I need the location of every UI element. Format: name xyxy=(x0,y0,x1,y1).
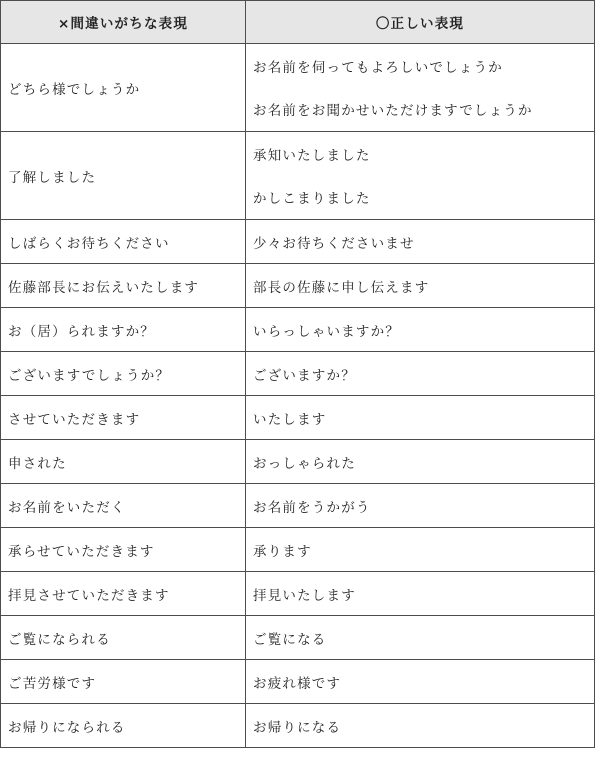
correct-expression: お名前を伺ってもよろしいでしょうか xyxy=(253,60,503,76)
correct-expression-cell: 少々お待ちくださいませ xyxy=(246,220,595,264)
correct-expression-cell xyxy=(246,132,595,220)
table-row xyxy=(1,616,595,660)
table-row xyxy=(1,396,595,440)
table-row xyxy=(1,220,595,264)
table-row xyxy=(1,44,595,132)
table-row xyxy=(1,440,595,484)
correct-expression: かしこまりました xyxy=(253,191,371,207)
wrong-expression-cell: お帰りになられる xyxy=(1,704,246,748)
wrong-expression-cell: 了解しました xyxy=(1,132,246,220)
table-row xyxy=(1,528,595,572)
correct-expression-cell: お名前をうかがう xyxy=(246,484,595,528)
wrong-expression-cell: どちら様でしょうか xyxy=(1,44,246,132)
wrong-expression-cell: 承らせていただきます xyxy=(1,528,246,572)
correct-expression-cell: 承ります xyxy=(246,528,595,572)
wrong-expression-cell: 拝見させていただきます xyxy=(1,572,246,616)
wrong-expression-cell: ございますでしょうか？ xyxy=(1,352,246,396)
wrong-expression-cell: ご苦労様です xyxy=(1,660,246,704)
correct-expression-cell: ございますか？ xyxy=(246,352,595,396)
wrong-expression-cell: させていただきます xyxy=(1,396,246,440)
table-row xyxy=(1,572,595,616)
table-row xyxy=(1,484,595,528)
wrong-expression-cell: お名前をいただく xyxy=(1,484,246,528)
table-row xyxy=(1,352,595,396)
header-row xyxy=(1,1,595,44)
correct-expression: お名前をお聞かせいただけますでしょうか xyxy=(253,103,533,119)
correct-expression-cell: ご覧になる xyxy=(246,616,595,660)
table-row xyxy=(1,132,595,220)
correct-expression-cell: おっしゃられた xyxy=(246,440,595,484)
correct-expression-cell: 拝見いたします xyxy=(246,572,595,616)
table-row xyxy=(1,264,595,308)
correct-expression-cell: いらっしゃいますか？ xyxy=(246,308,595,352)
header-wrong-expression: ×間違いがちな表現 xyxy=(1,1,246,44)
correct-expression-cell: いたします xyxy=(246,396,595,440)
table-row xyxy=(1,704,595,748)
header-correct-expression: 〇正しい表現 xyxy=(246,1,595,44)
wrong-expression-cell: ご覧になられる xyxy=(1,616,246,660)
table-row xyxy=(1,308,595,352)
wrong-expression-cell: 佐藤部長にお伝えいたします xyxy=(1,264,246,308)
correct-expression-cell: お疲れ様です xyxy=(246,660,595,704)
correct-expression-cell: 部長の佐藤に申し伝えます xyxy=(246,264,595,308)
wrong-expression-cell: 申された xyxy=(1,440,246,484)
wrong-expression-cell: お（居）られますか？ xyxy=(1,308,246,352)
wrong-expression-cell: しばらくお待ちください xyxy=(1,220,246,264)
correct-expression: 承知いたしました xyxy=(253,148,371,164)
table-row xyxy=(1,660,595,704)
correct-expression-cell xyxy=(246,44,595,132)
correct-expression-cell: お帰りになる xyxy=(246,704,595,748)
